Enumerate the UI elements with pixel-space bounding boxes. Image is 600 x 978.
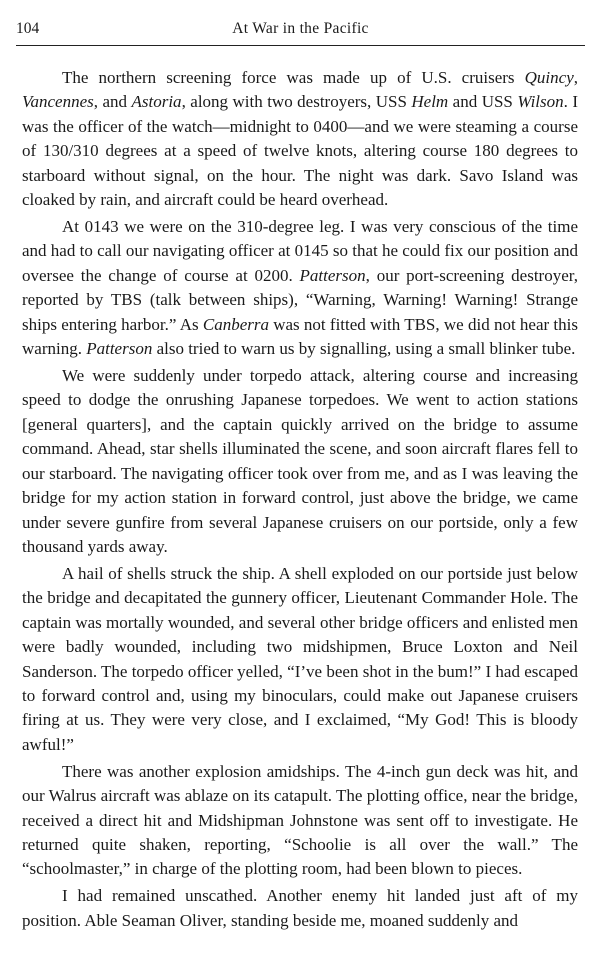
paragraph: We were suddenly under torpedo attack, altering course and increasing speed to dodge the onrushing Japanese torpedoes. We went to action stations [general quarters], and the captain quickly arrived on the bridge to assume command. Ahead, star shells illuminated the scene, and soon aircraft flares fell to our starboard. The navigating officer took over from me, and as I was leaving the bridge for my action station in forward control, just above the bridge, we came under severe gunfire from several Japanese cruisers on our portside, only a few thousand yards away. xyxy=(22,366,578,556)
paragraph: The northern screening force was made up of U.S. cruisers Quincy, Vancennes, and Astoria, along with two destroyers, USS Helm and USS Wilson. I was the officer of the watch—midnight to 0400—and we were steaming a course of 130/310 degrees at a speed of twelve knots, altering course 180 degrees to starboard without signal, on the hour. The night was dark. Savo Island was cloaked by rain, and aircraft could be heard overhead. xyxy=(22,68,579,210)
header-rule xyxy=(16,45,585,46)
paragraph: There was another explosion amidships. The 4-inch gun deck was hit, and our Walrus aircraft was ablaze on its catapult. The plotting office, near the bridge, received a direct hit and Midshipman Johnstone was sent off to investigate. He returned quite shaken, reporting, “Schoolie is all over the wall.” The “schoolmaster,” in charge of the plotting room, had been blown to pieces. xyxy=(22,761,578,879)
body-text xyxy=(22,66,578,933)
page-number: 104 xyxy=(16,20,40,37)
running-title: At War in the Pacific xyxy=(232,20,369,37)
paragraph: At 0143 we were on the 310-degree leg. I was very conscious of the time and had to call our navigating officer at 0145 so that he could fix our position and oversee the change of course at 0200. Patterson, our port-screening destroyer, reported by TBS (talk between ships), “Warning, Warning! Warning! Strange ships entering harbor.” As Canberra was not fitted with TBS, we did not hear this warning. Patterson also tried to warn us by signalling, using a small blinker tube. xyxy=(22,217,578,359)
running-head xyxy=(16,18,585,40)
paragraph: A hail of shells struck the ship. A shell exploded on our portside just below the bridge and decapitated the gunnery officer, Lieutenant Commander Hole. The captain was mortally wounded, and several other bridge officers and enlisted men were badly wounded, including two midshipmen, Bruce Loxton and Neil Sanderson. The torpedo officer yelled, “I’ve been shot in the bum!” I had escaped to forward control and, using my binoculars, could make out Japanese cruisers firing at us. They were very close, and I exclaimed, “My God! This is bloody awful!” xyxy=(22,563,578,754)
paragraph: I had remained unscathed. Another enemy hit landed just aft of my position. Able Seaman Oliver, standing beside me, moaned suddenly and xyxy=(22,886,578,930)
